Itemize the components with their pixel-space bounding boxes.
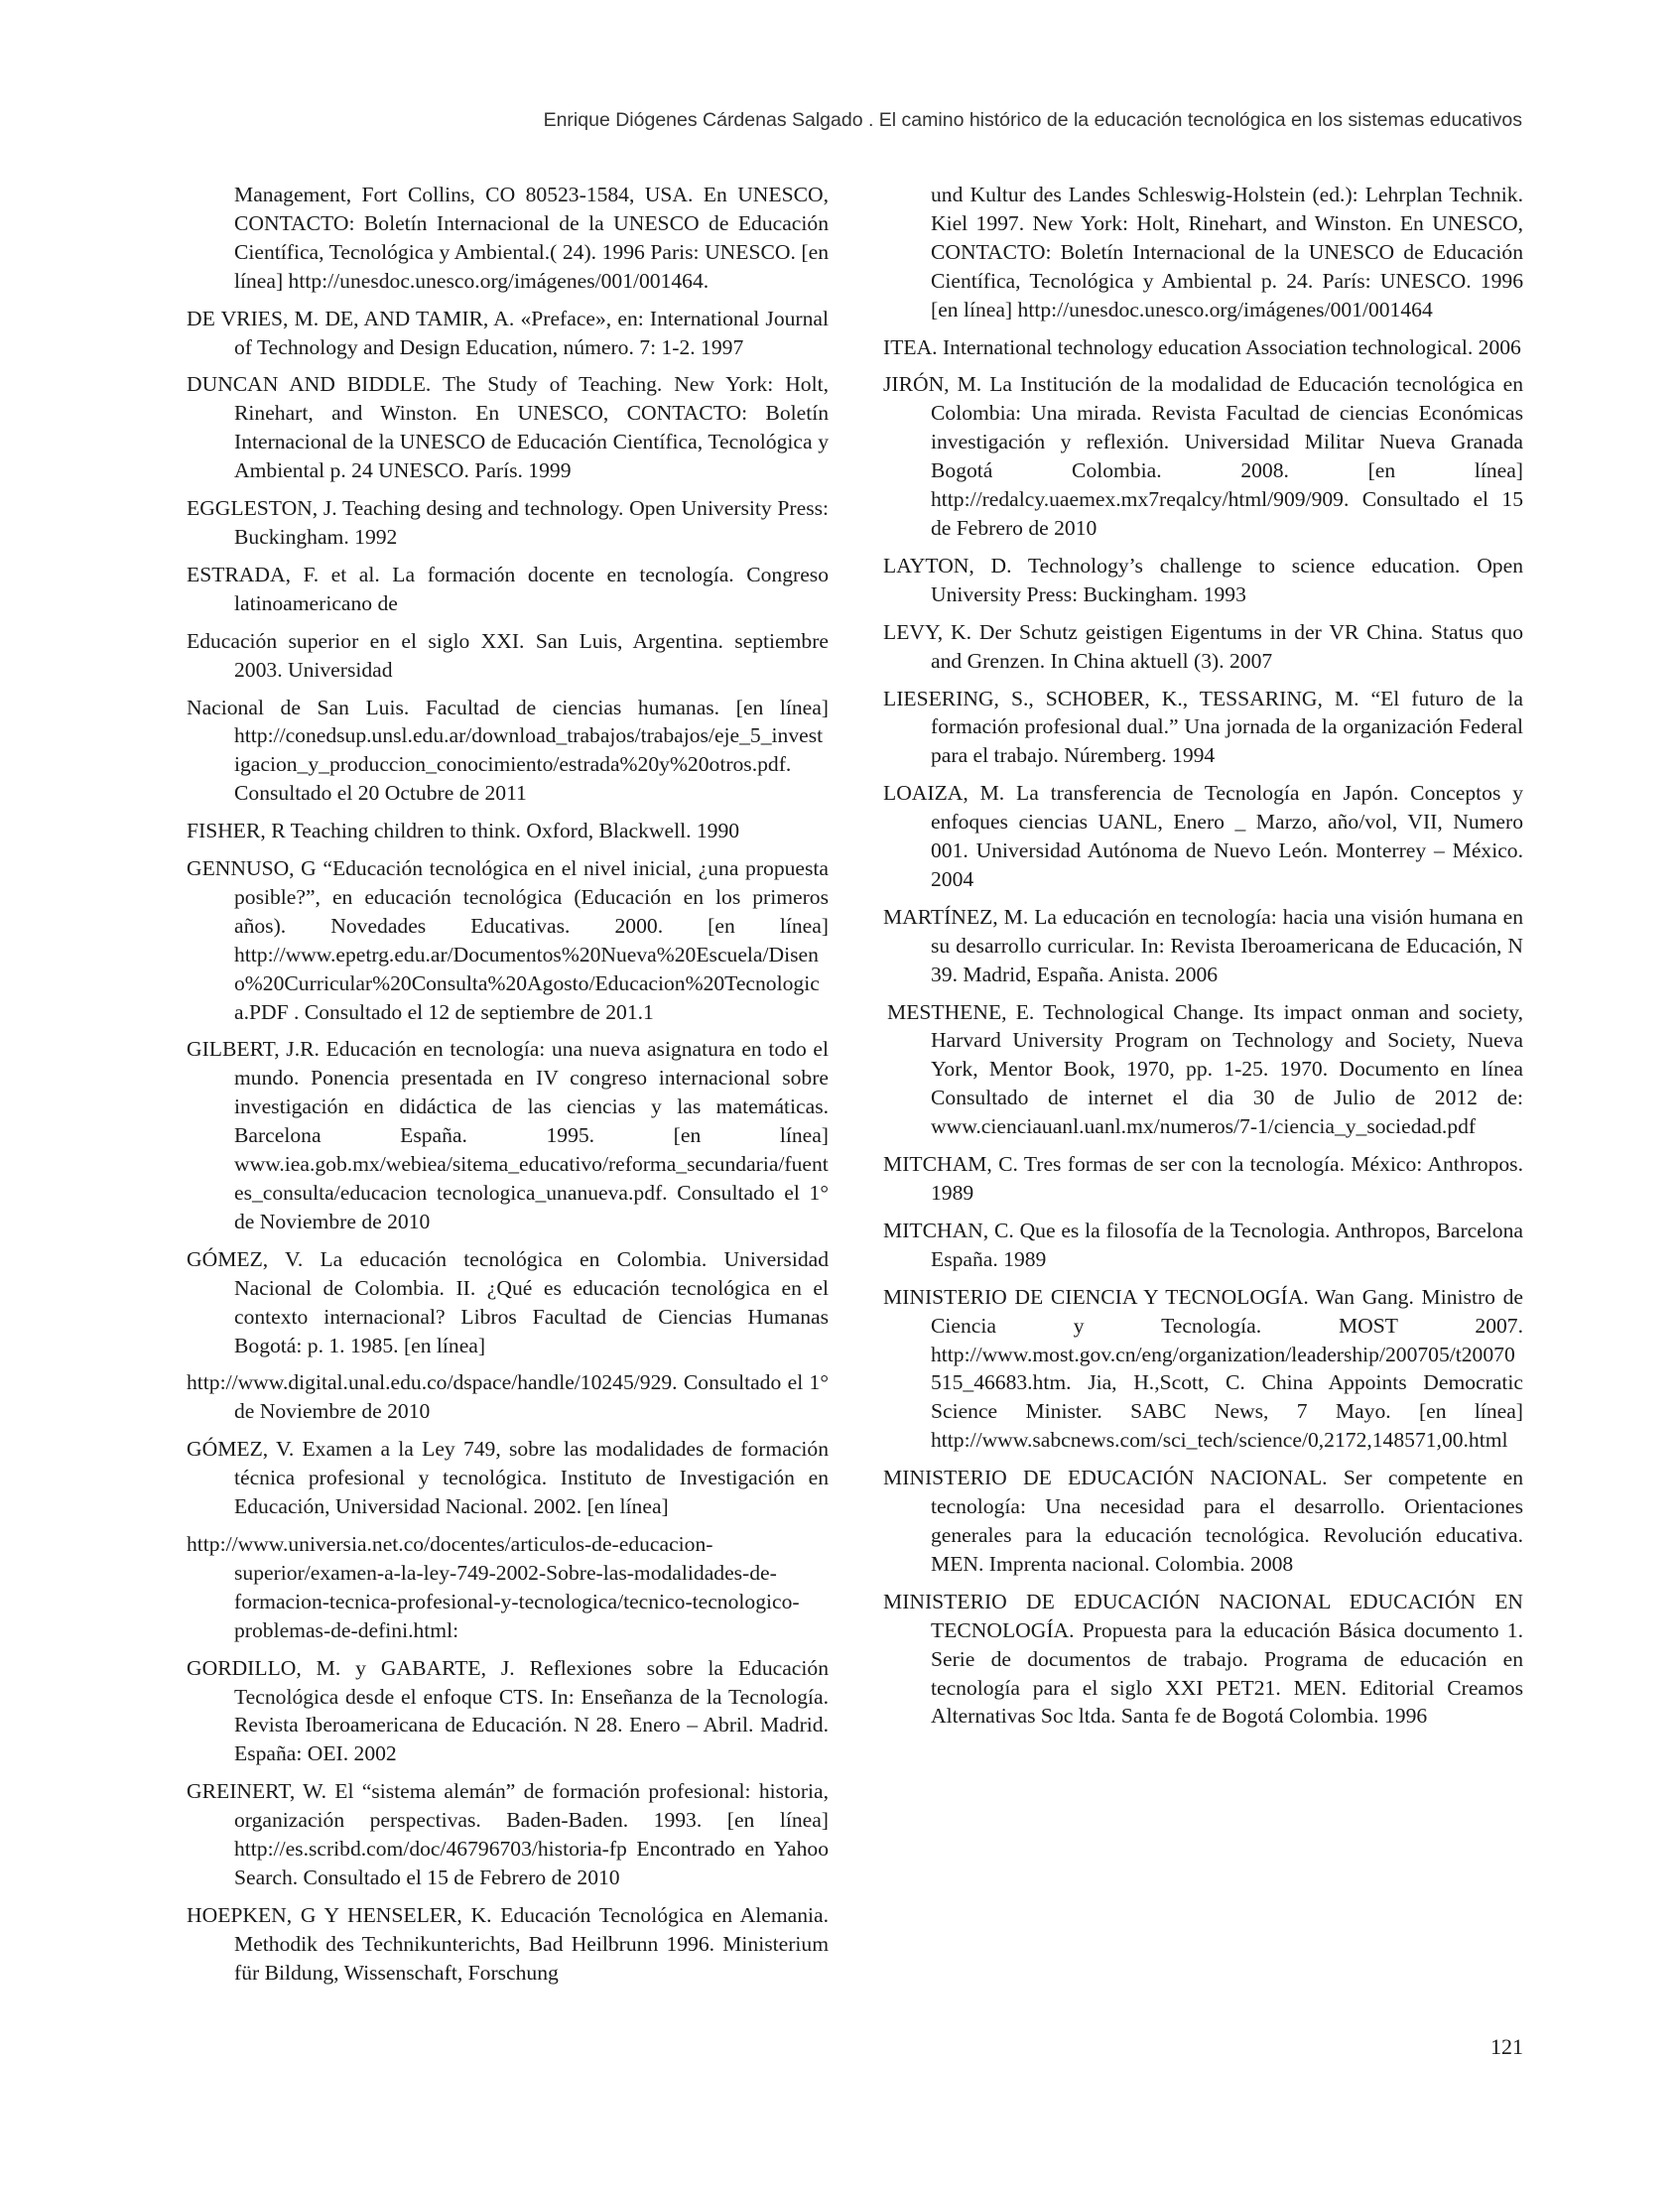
reference-entry: EGGLESTON, J. Teaching desing and technology. Open University Press: Buckingham. 1992 <box>187 496 829 549</box>
reference-entry: GILBERT, J.R. Educación en tecnología: una nueva asignatura en todo el mundo. Ponencia presentada en IV congreso internacional sobre investigación en didáctica de las ciencias y las matemáticas. Barcelona España. 1995. [en línea] www.iea.gob.mx/webiea/sitema_educativo/reforma_secundaria/fuentes_consulta/educacion tecnologica_unanueva.pdf. Consultado el 1° de Noviembre de 2010 <box>187 1037 829 1233</box>
running-header: Enrique Diógenes Cárdenas Salgado . El camino histórico de la educación tecnológica en los sistemas educativos <box>543 109 1522 131</box>
reference-entry: MINISTERIO DE EDUCACIÓN NACIONAL EDUCACIÓN EN TECNOLOGÍA. Propuesta para la educación Básica documento 1. Serie de documentos de trabajo. Programa de educación en tecnología para el siglo XXI PET21. MEN. Editorial Creamos Alternativas Soc ltda. Santa fe de Bogotá Colombia. 1996 <box>883 1589 1523 1729</box>
reference-entry: GENNUSO, G “Educación tecnológica en el nivel inicial, ¿una propuesta posible?”, en educación tecnológica (Educación en los primeros años). Novedades Educativas. 2000. [en línea] http://www.epetrg.edu.ar/Documentos%20Nueva%20Escuela/Diseno%20Curricular%20Consulta%20Agosto/Educacion%20Tecnologica.PDF . Consultado el 12 de septiembre de 201.1 <box>187 856 829 1024</box>
left-column <box>187 181 829 1996</box>
reference-entry: MESTHENE, E. Technological Change. Its impact onman and society, Harvard University Program on Technology and Society, Nueva York, Mentor Book, 1970, pp. 1-25. 1970. Documento en línea Consultado de internet el dia 30 de Julio de 2012 de: www.cienciauanl.uanl.mx/numeros/7-1/ciencia_y_sociedad.pdf <box>887 999 1523 1139</box>
reference-entry: DE VRIES, M. DE, AND TAMIR, A. «Preface», en: International Journal of Technology and Design Education, número. 7: 1-2. 1997 <box>187 306 829 359</box>
reference-entry: Educación superior en el siglo XXI. San Luis, Argentina. septiembre 2003. Universidad <box>187 628 829 682</box>
reference-entry: MITCHAM, C. Tres formas de ser con la tecnología. México: Anthropos. 1989 <box>883 1152 1523 1205</box>
page-number: 121 <box>1490 2034 1523 2059</box>
reference-entry: http://www.digital.unal.edu.co/dspace/handle/10245/929. Consultado el 1° de Noviembre de 2010 <box>187 1370 829 1424</box>
reference-entry: GÓMEZ, V. Examen a la Ley 749, sobre las modalidades de formación técnica profesional y tecnológica. Instituto de Investigación en Educación, Universidad Nacional. 2002. [en línea] <box>187 1437 829 1519</box>
reference-entry: http://www.universia.net.co/docentes/articulos-de-educacion-superior/examen-a-la-ley-749-2002-Sobre-las-modalidades-de-formacion-tecnica-profesional-y-tecnologica/tecnico-tecnologico-problemas-de-defini.html: <box>187 1531 800 1642</box>
reference-entry: HOEPKEN, G Y HENSELER, K. Educación Tecnológica en Alemania. Methodik des Technikunterichts, Bad Heilbrunn 1996. Ministerium für Bildung, Wissenschaft, Forschung <box>187 1902 829 1985</box>
reference-entry: GORDILLO, M. y GABARTE, J. Reflexiones sobre la Educación Tecnológica desde el enfoque CTS. In: Enseñanza de la Tecnología. Revista Iberoamericana de Educación. N 28. Enero – Abril. Madrid. España: OEI. 2002 <box>187 1655 829 1766</box>
reference-entry: LOAIZA, M. La transferencia de Tecnología en Japón. Conceptos y enfoques ciencias UANL, Enero _ Marzo, año/vol, VII, Numero 001. Universidad Autónoma de Nuevo León. Monterrey – México. 2004 <box>883 781 1523 891</box>
reference-entry: MINISTERIO DE EDUCACIÓN NACIONAL. Ser competente en tecnología: Una necesidad para el desarrollo. Orientaciones generales para la educación tecnológica. Revolución educativa. MEN. Imprenta nacional. Colombia. 2008 <box>883 1466 1523 1576</box>
reference-entry: und Kultur des Landes Schleswig-Holstein (ed.): Lehrplan Technik. Kiel 1997. New York: Holt, Rinehart, and Winston. En UNESCO, CONTACTO: Boletín Internacional de la UNESCO de Educación Científica, Tecnológica y Ambiental p. 24. París: UNESCO. 1996 [en línea] http://unesdoc.unesco.org/imágenes/001/001464 <box>931 183 1523 322</box>
reference-entry: FISHER, R Teaching children to think. Oxford, Blackwell. 1990 <box>187 819 740 843</box>
reference-entry: ITEA. International technology education Association technological. 2006 <box>883 334 1521 359</box>
reference-entry: MITCHAN, C. Que es la filosofía de la Tecnologia. Anthropos, Barcelona España. 1989 <box>883 1218 1523 1271</box>
reference-entry: JIRÓN, M. La Institución de la modalidad de Educación tecnológica en Colombia: Una mirada. Revista Facultad de ciencias Económicas investigación y reflexión. Universidad Militar Nueva Granada Bogotá Colombia. 2008. [en línea] http://redalcy.uaemex.mx7reqalcy/html/909/909. Consultado el 15 de Febrero de 2010 <box>883 372 1523 540</box>
reference-entry: ESTRADA, F. et al. La formación docente en tecnología. Congreso latinoamericano de <box>187 562 829 615</box>
reference-entry: MARTÍNEZ, M. La educación en tecnología: hacia una visión humana en su desarrollo curricular. In: Revista Iberoamericana de Educación, N 39. Madrid, España. Anista. 2006 <box>883 904 1523 986</box>
reference-entry: LEVY, K. Der Schutz geistigen Eigentums in der VR China. Status quo and Grenzen. In China aktuell (3). 2007 <box>883 619 1523 673</box>
reference-entry: DUNCAN AND BIDDLE. The Study of Teaching. New York: Holt, Rinehart, and Winston. En UNESCO, CONTACTO: Boletín Internacional de la UNESCO de Educación Científica, Tecnológica y Ambiental p. 24 UNESCO. París. 1999 <box>187 372 829 483</box>
reference-entry: GÓMEZ, V. La educación tecnológica en Colombia. Universidad Nacional de Colombia. II. ¿Qué es educación tecnológica en el contexto internacional? Libros Facultad de Ciencias Humanas Bogotá: p. 1. 1985. [en línea] <box>187 1246 829 1357</box>
reference-entry: Nacional de San Luis. Facultad de ciencias humanas. [en línea] http://conedsup.unsl.edu.ar/download_trabajos/trabajos/eje_5_investigacion_y_produccion_conocimiento/estrada%20y%20otros.pdf. Consultado el 20 Octubre de 2011 <box>187 695 829 806</box>
right-column <box>883 181 1523 1739</box>
reference-entry: LIESERING, S., SCHOBER, K., TESSARING, M. “El futuro de la formación profesional dual.” Una jornada de la organización Federal para el trabajo. Núremberg. 1994 <box>883 686 1523 768</box>
reference-entry: Management, Fort Collins, CO 80523-1584, USA. En UNESCO, CONTACTO: Boletín Internacional de la UNESCO de Educación Científica, Tecnológica y Ambiental.( 24). 1996 Paris: UNESCO. [en línea] http://unesdoc.unesco.org/imágenes/001/001464. <box>234 183 829 293</box>
reference-entry: MINISTERIO DE CIENCIA Y TECNOLOGÍA. Wan Gang. Ministro de Ciencia y Tecnología. MOST 2007. http://www.most.gov.cn/eng/organization/leadership/200705/t20070515_46683.htm. Jia, H.,Scott, C. China Appoints Democratic Science Minister. SABC News, 7 Mayo. [en línea] http://www.sabcnews.com/sci_tech/science/0,2172,148571,00.html <box>883 1284 1523 1453</box>
reference-entry: LAYTON, D. Technology’s challenge to science education. Open University Press: Buckingham. 1993 <box>883 553 1523 606</box>
reference-entry: GREINERT, W. El “sistema alemán” de formación profesional: historia, organización perspectivas. Baden-Baden. 1993. [en línea] http://es.scribd.com/doc/46796703/historia-fp Encontrado en Yahoo Search. Consultado el 15 de Febrero de 2010 <box>187 1779 829 1889</box>
